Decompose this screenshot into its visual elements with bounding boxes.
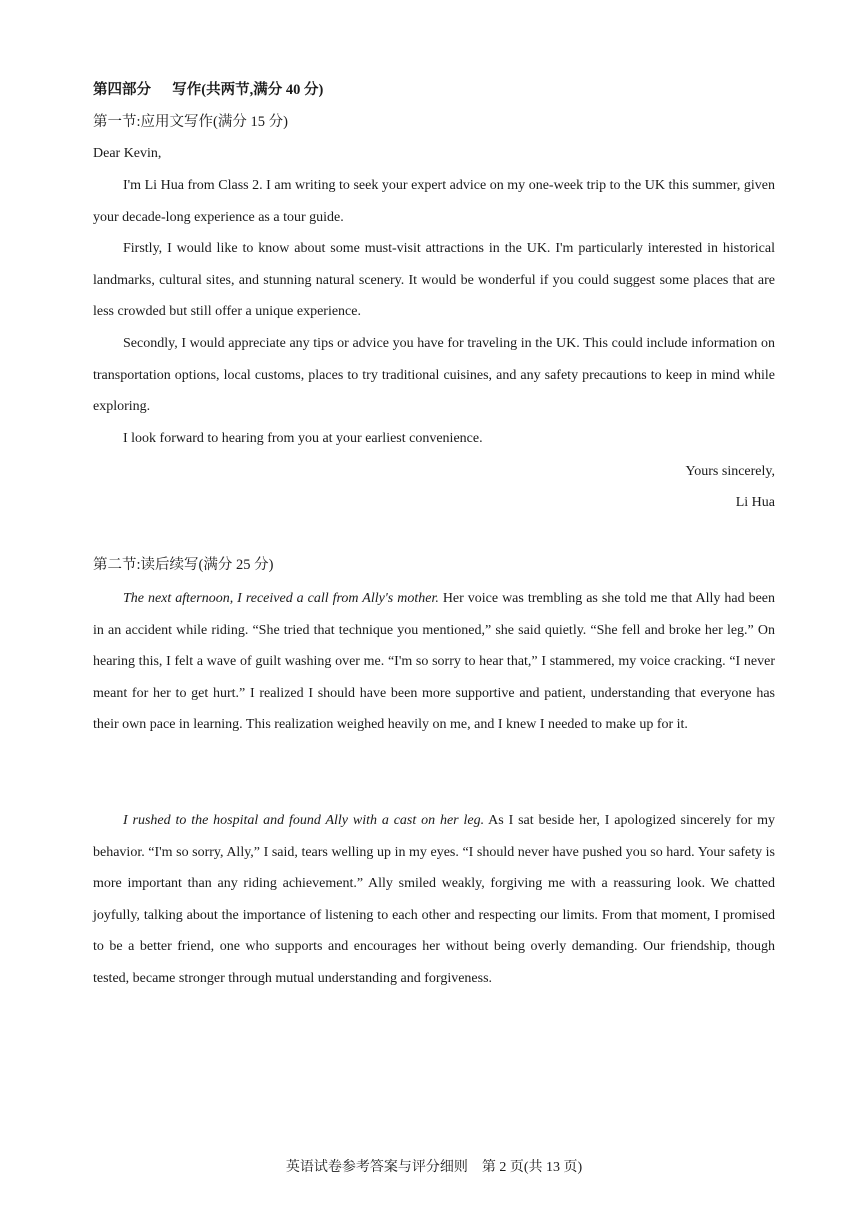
continuation-paragraph-2	[93, 805, 775, 995]
letter-signature: Li Hua	[735, 495, 775, 510]
letter-body	[93, 170, 775, 454]
paragraph-2-body: As I sat beside her, I apologized sincerely for my behavior. “I'm so sorry, Ally,” I said, tears welling up in my eyes. “I should never have pushed you so hard. Your safety is more important than any riding achievement.” Ally smiled weakly, forgiving me with a reassuring look. We chatted joyfully, talking about the importance of listening to each other and respecting our limits. From that moment, I promised to be a better friend, one who supports and encourages her without being overly demanding. Our friendship, though tested, became stronger through mutual understanding and forgiveness.	[93, 813, 775, 986]
letter-paragraph: I look forward to hearing from you at your earliest convenience.	[123, 430, 483, 446]
part-title: 第四部分	[93, 82, 151, 98]
section2-heading: 第二节:读后续写(满分 25 分)	[93, 557, 274, 573]
paragraph-1-lead-sentence: The next afternoon, I received a call from Ally's mother.	[123, 591, 439, 606]
letter-paragraph: Secondly, I would appreciate any tips or advice you have for traveling in the UK. This could include information on transportation options, local customs, places to try traditional cuisines, and any safety precautions to keep in mind while exploring.	[93, 335, 775, 415]
paragraph-2-lead-sentence: I rushed to the hospital and found Ally with a cast on her leg.	[123, 813, 485, 828]
part-heading	[93, 76, 323, 104]
letter-closing: Yours sincerely,	[685, 464, 775, 479]
letter-paragraph: Firstly, I would like to know about some must-visit attractions in the UK. I'm particularly interested in historical landmarks, cultural sites, and stunning natural scenery. It would be wonderful if you could suggest some places that are less crowded but still offer a unique experience.	[93, 241, 775, 320]
section1-heading: 第一节:应用文写作(满分 15 分)	[93, 114, 288, 130]
letter-paragraph: I'm Li Hua from Class 2. I am writing to seek your expert advice on my one-week trip to the UK this summer, given your decade-long experience as a tour guide.	[93, 178, 775, 225]
paragraph-1-body: Her voice was trembling as she told me that Ally had been in an accident while riding. “She tried that technique you mentioned,” she said quietly. “She fell and broke her leg.” On hearing this, I felt a wave of guilt washing over me. “I'm so sorry to hear that,” I stammered, my voice cracking. “I never meant for her to get hurt.” I realized I should have been more supportive and patient, understanding that everyone has their own pace in learning. This realization weighed heavily on me, and I knew I needed to make up for it.	[93, 591, 775, 733]
part-subtitle: 写作(共两节,满分 40 分)	[172, 82, 324, 98]
letter-greeting: Dear Kevin,	[93, 146, 162, 161]
page-footer: 英语试卷参考答案与评分细则 第 2 页(共 13 页)	[285, 1160, 583, 1175]
continuation-paragraph-1	[93, 583, 775, 741]
